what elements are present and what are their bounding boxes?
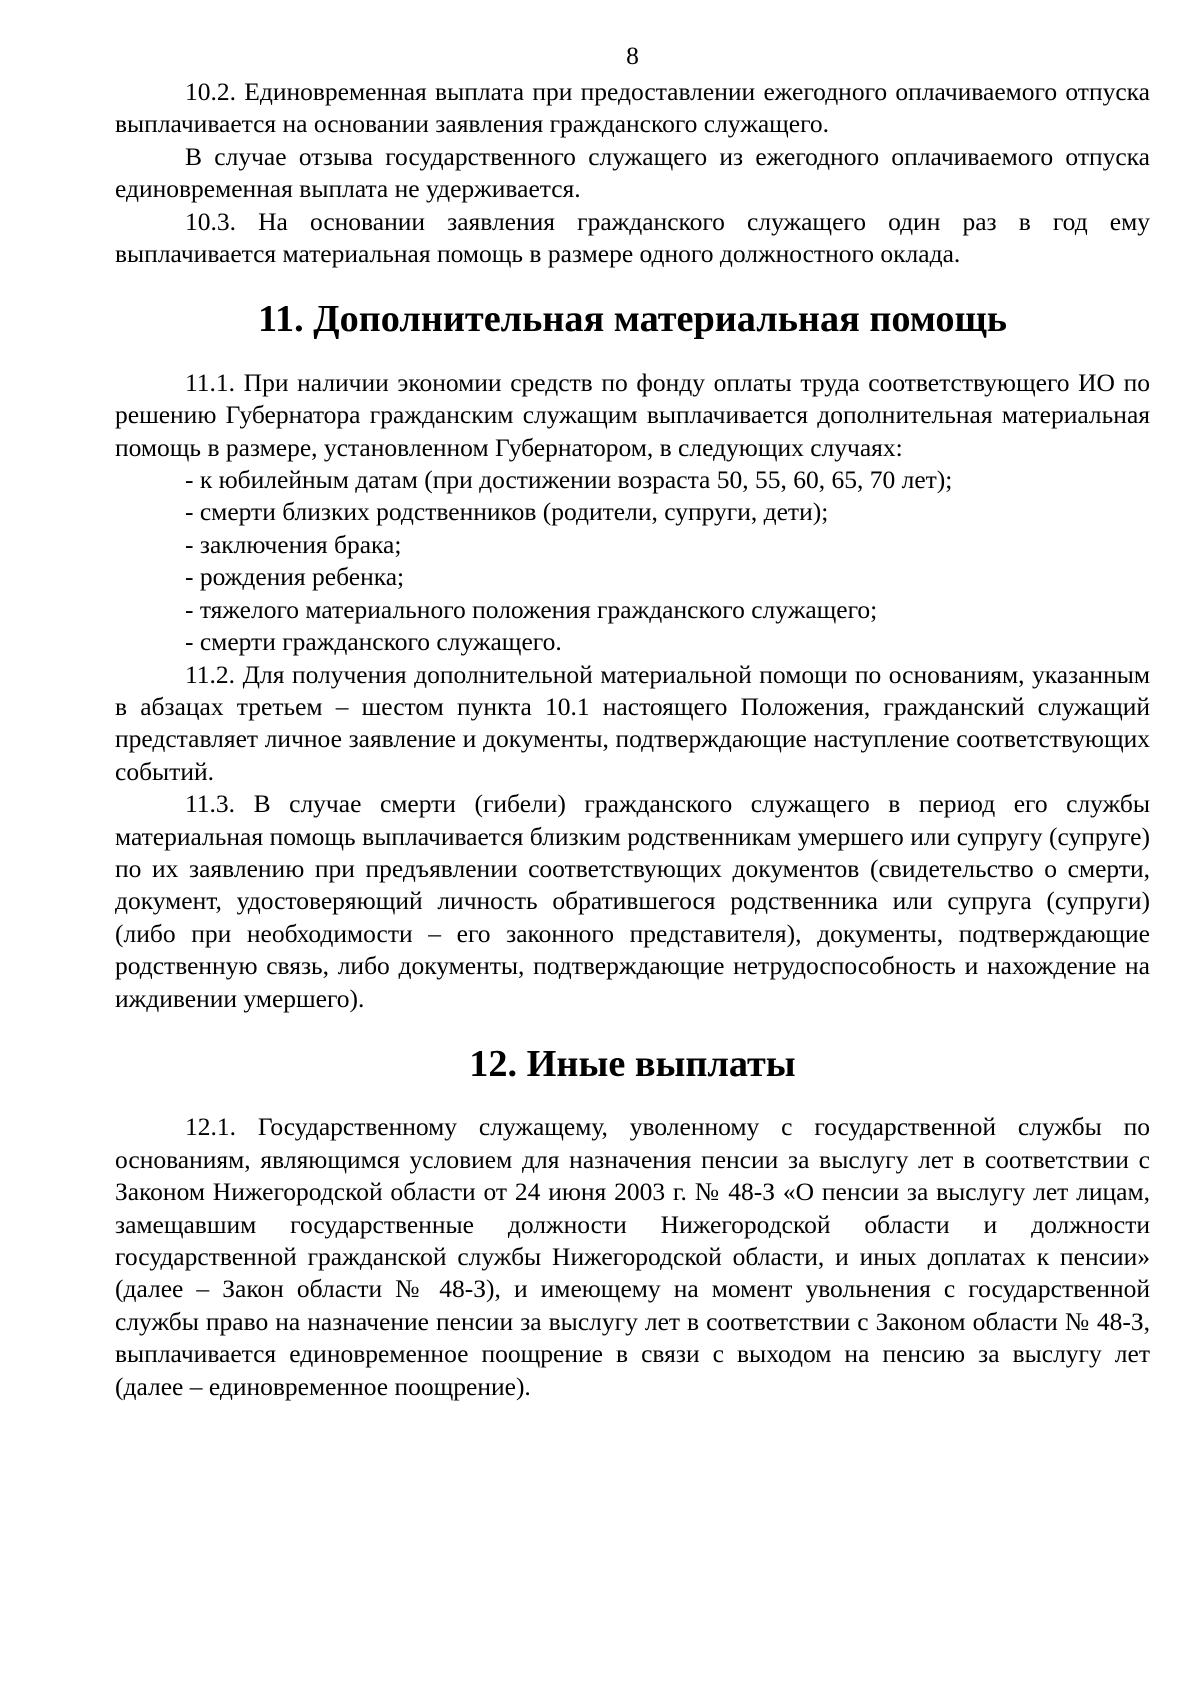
list-item: - заключения брака; — [185, 529, 402, 559]
section-heading-12: 12. Иные выплаты — [469, 1042, 796, 1085]
paragraph-10-2: 10.2. Единовременная выплата при предоставлении ежегодного оплачиваемого отпуска выплачивается на основании заявления гражданского служащего. — [115, 77, 1150, 139]
cases-list — [115, 464, 1150, 658]
paragraph-11-1: 11.1. При наличии экономии средств по фонду оплаты труда соответствующего ИО по решению Губернатора гражданским служащим выплачивается дополнительная материальная помощь в размере, установленном Губернатором, в следующих случаях: — [115, 367, 1150, 462]
paragraph-11-2: 11.2. Для получения дополнительной материальной помощи по основаниям, указанным в абзацах третьем – шестом пункта 10.1 настоящего Положения, гражданский служащий представляет личное заявление и документы, подтверждающие наступление соответствующих событий. — [115, 659, 1150, 786]
list-item: - смерти гражданского служащего. — [185, 627, 562, 657]
list-item: - к юбилейным датам (при достижении возраста 50, 55, 60, 65, 70 лет); — [185, 465, 953, 495]
list-item: - тяжелого материального положения гражданского служащего; — [185, 594, 878, 624]
list-item: - смерти близких родственников (родители, супруги, дети); — [185, 497, 829, 527]
paragraph-12-1: 12.1. Государственному служащему, уволенному с государственной службы по основаниям, являющимся условием для назначения пенсии за выслугу лет в соответствии с Законом Нижегородской области от 24 июня 2003 г. № 48-З «О пенсии за выслугу лет лицам, замещавшим государственные должности Нижегородской области и должности государственной гражданской службы Нижегородской области, и иных доплатах к пенсии» (далее – Закон области № 48-З), и имеющему на момент увольнения с государственной службы право на назначение пенсии за выслугу лет в соответствии с Законом области № 48-З, выплачивается единовременное поощрение в связи с выходом на пенсию за выслугу лет (далее – единовременное поощрение). — [115, 1112, 1150, 1401]
paragraph-10-2-recall: В случае отзыва государственного служащего из ежегодного оплачиваемого отпуска единовременная выплата не удерживается. — [115, 141, 1150, 204]
document-body — [115, 40, 1150, 1403]
paragraph-11-3: 11.3. В случае смерти (гибели) гражданского служащего в период его службы материальная помощь выплачивается близким родственникам умершего или супругу (супруге) по их заявлению при предъявлении соответствующих документов (свидетельство о смерти, документ, удостоверяющий личность обратившегося родственника или супруга (супруги) (либо при необходимости – его законного представителя), документы, подтверждающие родственную связь, либо документы, подтверждающие нетрудоспособность и нахождение на иждивении умершего). — [115, 789, 1150, 1013]
section-heading-11: 11. Дополнительная материальная помощь — [258, 298, 1007, 341]
list-item: - рождения ребенка; — [185, 562, 405, 592]
paragraph-10-3: 10.3. На основании заявления гражданского служащего один раз в год ему выплачивается материальная помощь в размере одного должностного оклада. — [115, 206, 1150, 269]
page-number: 8 — [626, 41, 639, 70]
